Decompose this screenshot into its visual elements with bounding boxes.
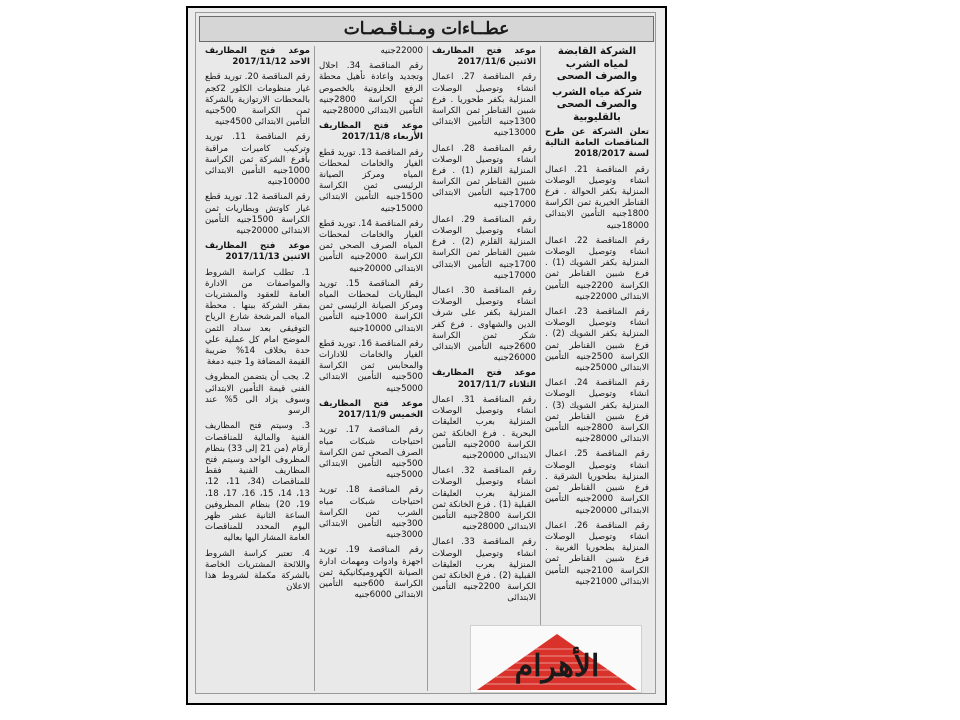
paragraph: رقم المناقصة 21. اعمال انشاء وتوصيل الوصلات المنزلية بكفر الحوالة . فرع القناطر الخيرية ثمن الكراسة 1800جنيه التأمين الابتدائى 18000جنيه [545, 164, 650, 231]
paragraph: رقم المناقصة 29. اعمال انشاء وتوصيل الوصلات المنزلية القلزم (2) . فرع شبين القناطر ثمن الكراسة 1700جنيه التأمين الابتدائى 17000جنيه [432, 214, 537, 281]
paragraph: موعد فتح المظاريف الاثنين 2017/11/6 [432, 46, 536, 68]
paragraph: رقم المناقصة 14. توريد قطع الغيار والخامات لمحطات المياه الصرف الصحى ثمن الكراسة 2000جنيه التأمين الابتدائى 20000جنيه [319, 218, 424, 274]
column-3 [314, 46, 427, 691]
paragraph: موعد فتح المظاريف الاثنين 2017/11/13 [205, 241, 310, 263]
logo-wordmark: الأهرام [514, 649, 600, 684]
paragraph: الشركة القابضة لمياه الشرب والصرف الصحى [556, 46, 638, 82]
paragraph: رقم المناقصة 32. اعمال انشاء وتوصيل الوصلات المنزلية بعرب العليقات القبلية (1) . فرع الخانكة ثمن الكراسة 2800جنيه التأمين الابتدائى 28000جنيه [432, 466, 537, 533]
paragraph: تعلن الشركة عن طرح المناقصات العامة التالية لسنة 2018/2017 [545, 127, 649, 160]
paragraph: موعد فتح المظاريف الأربعاء 2017/11/8 [319, 121, 423, 143]
paragraph: رقم المناقصة 23. اعمال انشاء وتوصيل الوصلات المنزلية بكفر الشويك (2) . فرع شبين القناطر ثمن الكراسة 2500جنيه التأمين الابتدائى 25000جنيه [545, 307, 650, 374]
column-4 [201, 46, 314, 691]
paragraph: رقم المناقصة 11. توريد وتركيب كاميرات مراقبة بأفرع الشركة ثمن الكراسة 1000جنيه التأمين الابتدائى 10000جنيه [205, 132, 310, 188]
paragraph: رقم المناقصة 25. اعمال انشاء وتوصيل الوصلات المنزلية بطحوريا الشرقية . فرع شبين القناطر ثمن الكراسة 2000جنيه التأمين الابتدائى 20000جنيه [545, 449, 650, 516]
paragraph: رقم المناقصة 33. اعمال انشاء وتوصيل الوصلات المنزلية بعرب العليقات القبلية (2) . فرع الخانكة ثمن الكراسة 2200جنيه التأمين الابتدائى [432, 537, 537, 604]
al-ahram-logo [470, 625, 642, 693]
paragraph: رقم المناقصة 28. اعمال انشاء وتوصيل الوصلات المنزلية القلزم (1) . فرع شبين القناطر ثمن الكراسة 1700جنيه التأمين الابتدائى 17000جنيه [432, 143, 537, 210]
paragraph: رقم المناقصة 12. توريد قطع غيار كاوتش وبطاريات ثمن الكراسة 1500جنيه التأمين الابتدائى 20000جنيه [205, 192, 311, 237]
paragraph: 2. يجب أن يتضمن المظروف الفنى قيمة التأمين الابتدائى وسوف يزاد الى 5% عند الرسو [205, 372, 310, 417]
paragraph: 22000جنيه [380, 46, 423, 56]
paragraph: رقم المناقصة 19. توريد اجهزة وادوات ومهمات ادارة الصيانة الكهروميكانيكية ثمن الكراسة 600جنيه التأمين الابتدائى 6000جنيه [319, 545, 423, 601]
paragraph: رقم المناقصة 22. اعمال انشاء وتوصيل الوصلات المنزلية بكفر الشويك (1) . فرع شبين القناطر ثمن الكراسة 2200جنيه التأمين الابتدائى 22000جنيه [545, 235, 650, 302]
column-2 [427, 46, 540, 691]
paragraph: موعد فتح المظاريف الثلاثاء 2017/11/7 [432, 368, 536, 390]
paragraph: موعد فتح المظاريف الاحد 2017/11/12 [205, 46, 310, 68]
text-columns [200, 46, 653, 691]
paragraph: رقم المناقصة 16. توريد قطع الغيار والخامات للادارات والمحابس ثمن الكراسة 500جنيه التأمين الابتدائى 5000جنيه [319, 338, 424, 394]
section-banner [199, 16, 654, 42]
paragraph: رقم المناقصة 18. توريد احتياجات شبكات مياه الشرب ثمن الكراسة 300جنيه التأمين الابتدائى 3000جنيه [319, 485, 423, 541]
paragraph: رقم المناقصة 30. اعمال انشاء وتوصيل الوصلات المنزلية بكفر على شرف الدين والشهاوى . فرع كفر شكر ثمن الكراسة 2600جنيه التأمين الابتدائى 26000جنيه [432, 286, 537, 364]
paragraph: رقم المناقصة 13. توريد قطع الغيار والخامات لمحطات المياه ومركز الصيانة الرئيسى ثمن الكراسة 1500جنيه التأمين الابتدائى 15000جنيه [319, 147, 424, 214]
paragraph: رقم المناقصة 17. توريد احتياجات شبكات مياه الصرف الصحى ثمن الكراسة 500جنيه التأمين الابتدائى 5000جنيه [319, 425, 423, 481]
paragraph: رقم المناقصة 31. اعمال انشاء وتوصيل الوصلات المنزلية بعرب العليقات البحرية . فرع الخانكة ثمن الكراسة 2000جنيه التأمين الابتدائى 20000جنيه [432, 394, 537, 461]
paragraph: 3. وسيتم فتح المظاريف الفنية والمالية للمناقصات أرقام (من 21 إلى 33) بنظام المظروف الواحد وسيتم فتح المظاريف الفنية فقط للمناقصات (34، 11، 12، 13، 14، 15، 16، 17، 18، 19، 20) بنظام المظروفين الساعة الثانية عشر ظهر اليوم المحدد للمناقصات العامة المشار اليها بعاليه [205, 421, 311, 544]
paragraph: رقم المناقصة 27. اعمال انشاء وتوصيل الوصلات المنزلية بكفر طحوريا . فرع شبين القناطر ثمن الكراسة 1300جنيه التأمين الابتدائى 13000جنيه [432, 72, 537, 139]
paragraph: رقم المناقصة 26. اعمال انشاء وتوصيل الوصلات المنزلية بطحوريا الغربية . فرع شبين القناطر ثمن الكراسة 2100جنيه التأمين الابتدائى 21000جنيه [545, 520, 650, 587]
paragraph: رقم المناقصة 34. احلال وتجديد واعادة تأهيل محطة الرفع الحلزونية بالخصوص ثمن الكراسة 2800جنيه التأمين الابتدائى 28000جنيه [319, 61, 423, 117]
paragraph: موعد فتح المظاريف الخميس 2017/11/9 [319, 398, 423, 421]
paragraph: رقم المناقصة 20. توريد قطع غيار منظومات الكلور 2كجم بالمحطات الارتوازية بالشركة ثمن الكراسة 500جنيه التأمين الابتدائى 4500جنيه [205, 72, 311, 128]
al-ahram-logo-mark [471, 626, 642, 693]
paragraph: رقم المناقصة 15. توريد البطاريات لمحطات المياه ومركز الصيانة الرئيسى ثمن الكراسة 1000جنيه التأمين الابتدائى 10000جنيه [319, 278, 423, 334]
newspaper-clipping [195, 12, 656, 694]
column-1 [540, 46, 653, 691]
paragraph: 1. تطلب كراسة الشروط والمواصفات من الادارة العامة للعقود والمشتريات بمقر الشركة ببنها . محطة المياه المرشحة شارع الرياح التوفيقى بعد سداد الثمن الموضح امام كل عملية علي حدة بخلاف 14% ضريبة القيمة المضافة و1 جنيه دمغة [205, 267, 311, 368]
paragraph: 4. تعتبر كراسة الشروط واللائحة المشتريات الخاصة بالشركة مكملة لشروط هذا الاعلان [205, 548, 310, 593]
banner-title: عطــاءات ومـنـاقـصـات [343, 19, 510, 39]
paragraph: رقم المناقصة 24. اعمال انشاء وتوصيل الوصلات المنزلية بكفر الشويك (3) . فرع شبين القناطر ثمن الكراسة 2800جنيه التأمين الابتدائى 28000جنيه [545, 378, 650, 445]
paragraph: شركة مياه الشرب والصرف الصحى بالقليوبية [551, 86, 643, 123]
